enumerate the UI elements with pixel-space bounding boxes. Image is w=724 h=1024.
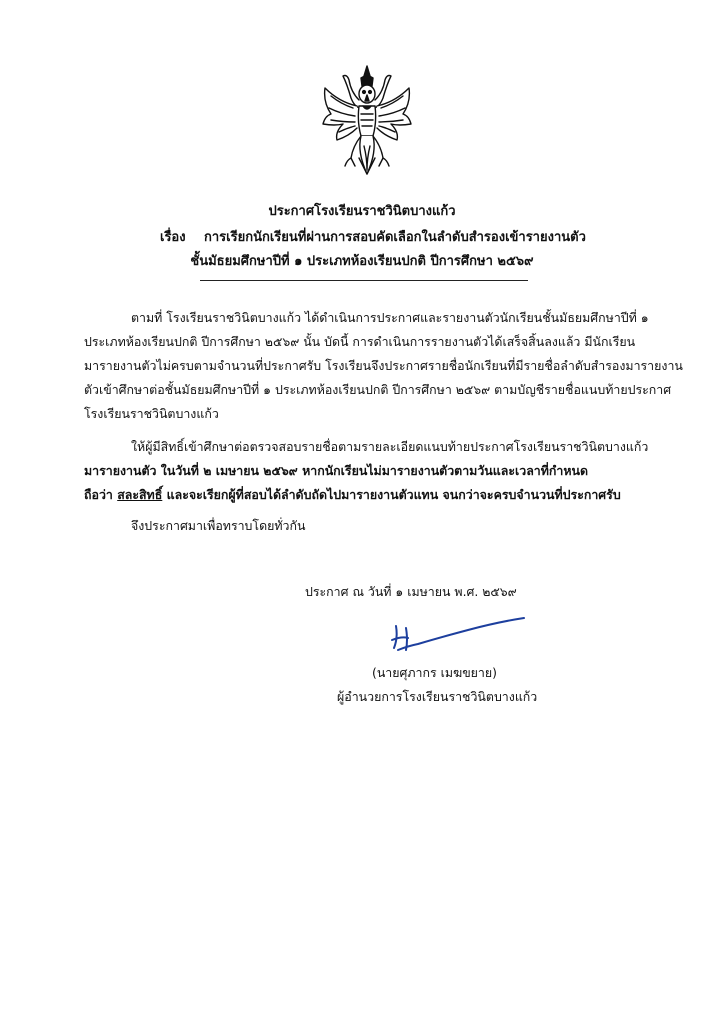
closing-line: จึงประกาศมาเพื่อทราบโดยทั่วกัน bbox=[131, 518, 306, 533]
para1-line: ตัวเข้าศึกษาต่อชั้นมัธยมศึกษาปีที่ ๑ ประเภทห้องเรียนปกติ ปีการศึกษา ๒๕๖๙ ตามบัญชีรายชื่อแนบท้ายประกาศ bbox=[84, 382, 672, 397]
para2-prefix: ถือว่า bbox=[84, 487, 118, 502]
header-divider bbox=[200, 280, 528, 281]
para2-line: ให้ผู้มีสิทธิ์เข้าศึกษาต่อตรวจสอบรายชื่อตามรายละเอียดแนบท้ายประกาศโรงเรียนราชวินิตบางแก้ว bbox=[131, 439, 649, 454]
signer-name: (นายศุภากร เมฆขยาย) bbox=[372, 665, 497, 680]
para1-line: โรงเรียนราชวินิตบางแก้ว bbox=[84, 406, 219, 421]
para1-line: ตามที่ โรงเรียนราชวินิตบางแก้ว ได้ดำเนินการประกาศและรายงานตัวนักเรียนชั้นมัธยมศึกษาปีที่ ๑ bbox=[131, 310, 649, 325]
announcement-title: ประกาศโรงเรียนราชวินิตบางแก้ว bbox=[268, 204, 456, 219]
subject-line bbox=[160, 226, 586, 247]
subject-label: เรื่อง bbox=[160, 230, 186, 245]
announcement-date: ประกาศ ณ วันที่ ๑ เมษายน พ.ศ. ๒๕๖๙ bbox=[305, 584, 517, 599]
subject-line-2: ชั้นมัธยมศึกษาปีที่ ๑ ประเภทห้องเรียนปกติ ปีการศึกษา ๒๕๖๙ bbox=[190, 254, 534, 269]
signature-icon bbox=[388, 612, 528, 662]
para1-line: ประเภทห้องเรียนปกติ ปีการศึกษา ๒๕๖๙ นั้น บัดนี้ การดำเนินการรายงานตัวได้เสร็จสิ้นลงแล้ว มีนักเรียน bbox=[84, 334, 636, 349]
para2-line-bold: มารายงานตัว ในวันที่ ๒ เมษายน ๒๕๖๙ หากนักเรียนไม่มารายงานตัวตามวันและเวลาที่กำหนด bbox=[84, 463, 589, 478]
para2-line-bold bbox=[84, 486, 621, 505]
garuda-emblem-icon bbox=[317, 62, 417, 182]
para2-suffix: และจะเรียกผู้ที่สอบได้ลำดับถัดไปมารายงานตัวแทน จนกว่าจะครบจำนวนที่ประกาศรับ bbox=[162, 487, 621, 502]
signer-position: ผู้อำนวยการโรงเรียนราชวินิตบางแก้ว bbox=[337, 689, 538, 704]
para1-line: มารายงานตัวไม่ครบตามจำนวนที่ประกาศรับ โรงเรียนจึงประกาศรายชื่อนักเรียนที่มีรายชื่อลำดับสำรองมารายงาน bbox=[84, 358, 683, 373]
waive-rights-text: สละสิทธิ์ bbox=[117, 487, 163, 502]
subject-text: การเรียกนักเรียนที่ผ่านการสอบคัดเลือกในลำดับสำรองเข้ารายงานตัว bbox=[204, 230, 586, 245]
